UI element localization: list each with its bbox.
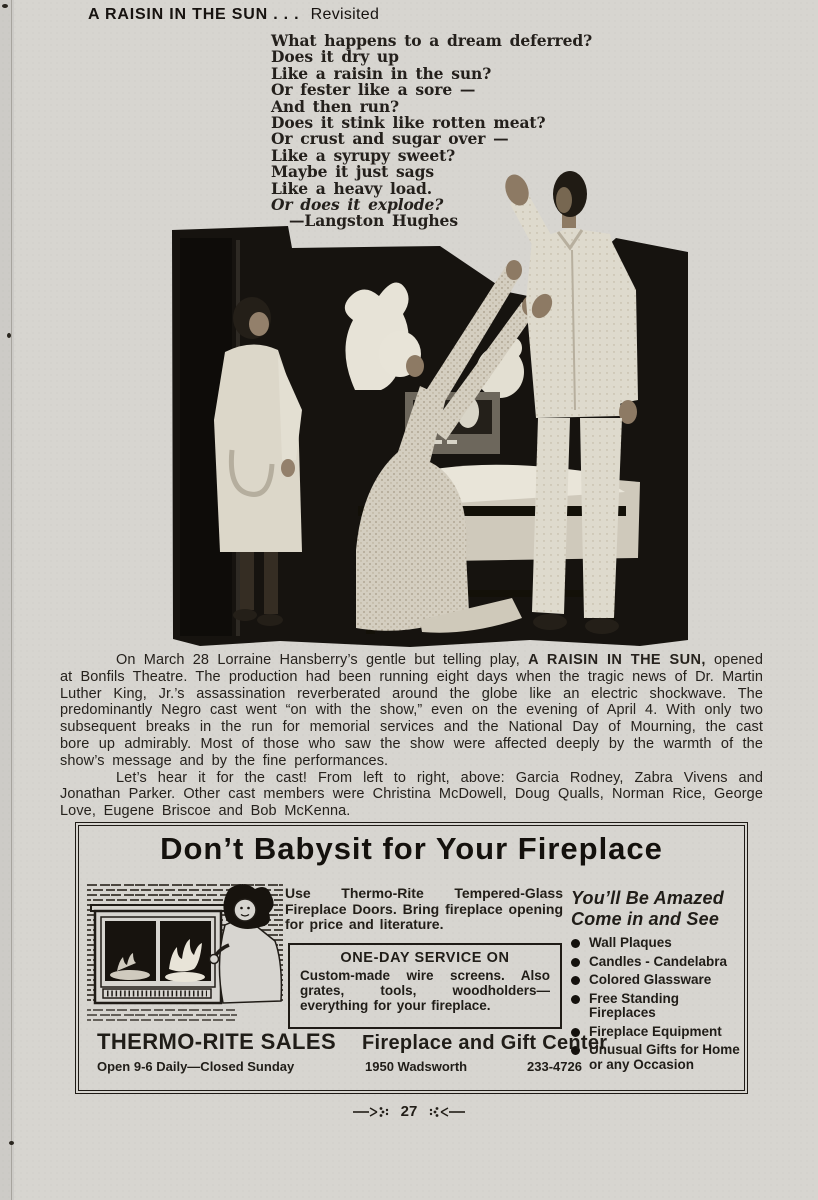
ink-speck [7, 333, 11, 338]
ad-headline: Don’t Babysit for Your Fireplace [160, 831, 663, 866]
ad-box [75, 822, 748, 1094]
poem-line: Maybe it just sags [271, 162, 434, 182]
poem-line: Does it dry up [271, 47, 399, 67]
page-title [88, 6, 379, 24]
poem-line: Like a heavy load. [271, 178, 433, 198]
list-item-label: Candles - Candelabra [589, 953, 728, 969]
service-box-body: Custom-made wire screens. Also grates, tools, woodholders—everything for your fireplace. [300, 968, 550, 1013]
list-item [571, 973, 741, 988]
article-paragraph-1 [60, 652, 763, 770]
article-p1-play-title: A RAISIN IN THE SUN, [528, 652, 706, 668]
list-item [571, 955, 741, 970]
article-p1-pre: On March 28 Lorraine Hansberry’s gentle but telling play, [116, 652, 529, 668]
poem-line: Or crust and sugar over — [271, 129, 509, 149]
ad-pitch: Use Thermo-Rite Tempered-Glass Fireplace Doors. Bring fireplace opening for price and literature. [285, 885, 563, 932]
list-item [571, 936, 741, 951]
bullet-icon [571, 958, 580, 967]
list-item-label: Wall Plaques [589, 935, 672, 950]
list-item-label: Colored Glassware [589, 972, 712, 987]
list-item-label: Free Standing Fireplaces [589, 990, 680, 1020]
page-title-suffix: Revisited [310, 6, 380, 23]
footer-ornament-right-icon [425, 1106, 465, 1118]
article-paragraph-2: Let’s hear it for the cast! From left to right, above: Garcia Rodney, Zabra Vivens and Jonathan Parker. Other cast members were Christina McDowell, Doug Qualls, Norman Rice, George Love, Eugene Briscoe and Bob McKenna. [60, 769, 763, 820]
poem-line-italic: Or does it explode? [271, 195, 444, 215]
list-item [571, 992, 741, 1021]
amazed-heading-line2: Come in and See [571, 909, 720, 929]
bullet-icon [571, 995, 580, 1004]
store-row [97, 1029, 607, 1055]
article [60, 652, 763, 820]
bullet-icon [571, 939, 580, 948]
poem-line: Like a raisin in the sun? [271, 63, 492, 83]
poem-line: Does it stink like rotten meat? [271, 113, 546, 133]
service-box [288, 943, 562, 1029]
list-item-label: Unusual Gifts for Home or any Occasion [589, 1042, 740, 1072]
paper-fold-line [11, 0, 12, 1200]
store-address: 1950 Wadsworth [365, 1059, 468, 1074]
list-item-label: Fireplace Equipment [589, 1023, 722, 1039]
service-box-title: ONE-DAY SERVICE ON [340, 950, 510, 966]
store-phone: 233-4726 [527, 1059, 582, 1074]
poem-line: Like a syrupy sweet? [271, 145, 456, 165]
fireplace-illustration [87, 883, 283, 1029]
poem-line: What happens to a dream deferred? [271, 31, 593, 50]
ink-speck [9, 1141, 14, 1145]
production-photo [170, 160, 690, 654]
store-type: Fireplace and Gift Center [362, 1032, 608, 1054]
poem-line: And then run? [271, 96, 399, 116]
poem-line: Or fester like a sore — [271, 80, 476, 100]
page-footer [0, 1103, 818, 1120]
article-p1-post: opened at Bonfils Theatre. The production had been running eight days when the tragic news of Dr. Martin Luther King, Jr.’s assassination reverberated around the globe like an electric shockwave. The predominantly Negro cast went “on with the show,” even on the evening of April 4. With only two subsequent breaks in the run for memorial services and the National Day of Mourning, the cast bore up admirably. Most of those who saw the show were affected deeply by the warmth of the show’s message and by the fine performances. [60, 652, 763, 769]
poem-attribution: —Langston Hughes [289, 211, 458, 231]
bullet-icon [571, 976, 580, 985]
ad-inner-border [78, 825, 745, 1091]
page-number: 27 [400, 1103, 418, 1120]
store-name: THERMO-RITE SALES [97, 1029, 337, 1054]
ink-speck [2, 4, 8, 8]
footer-ornament-left-icon [353, 1106, 393, 1118]
page-title-bold: A RAISIN IN THE SUN . . . [88, 6, 300, 23]
store-hours: Open 9-6 Daily—Closed Sunday [97, 1059, 295, 1074]
amazed-heading-line1: You’ll Be Amazed [571, 888, 724, 908]
